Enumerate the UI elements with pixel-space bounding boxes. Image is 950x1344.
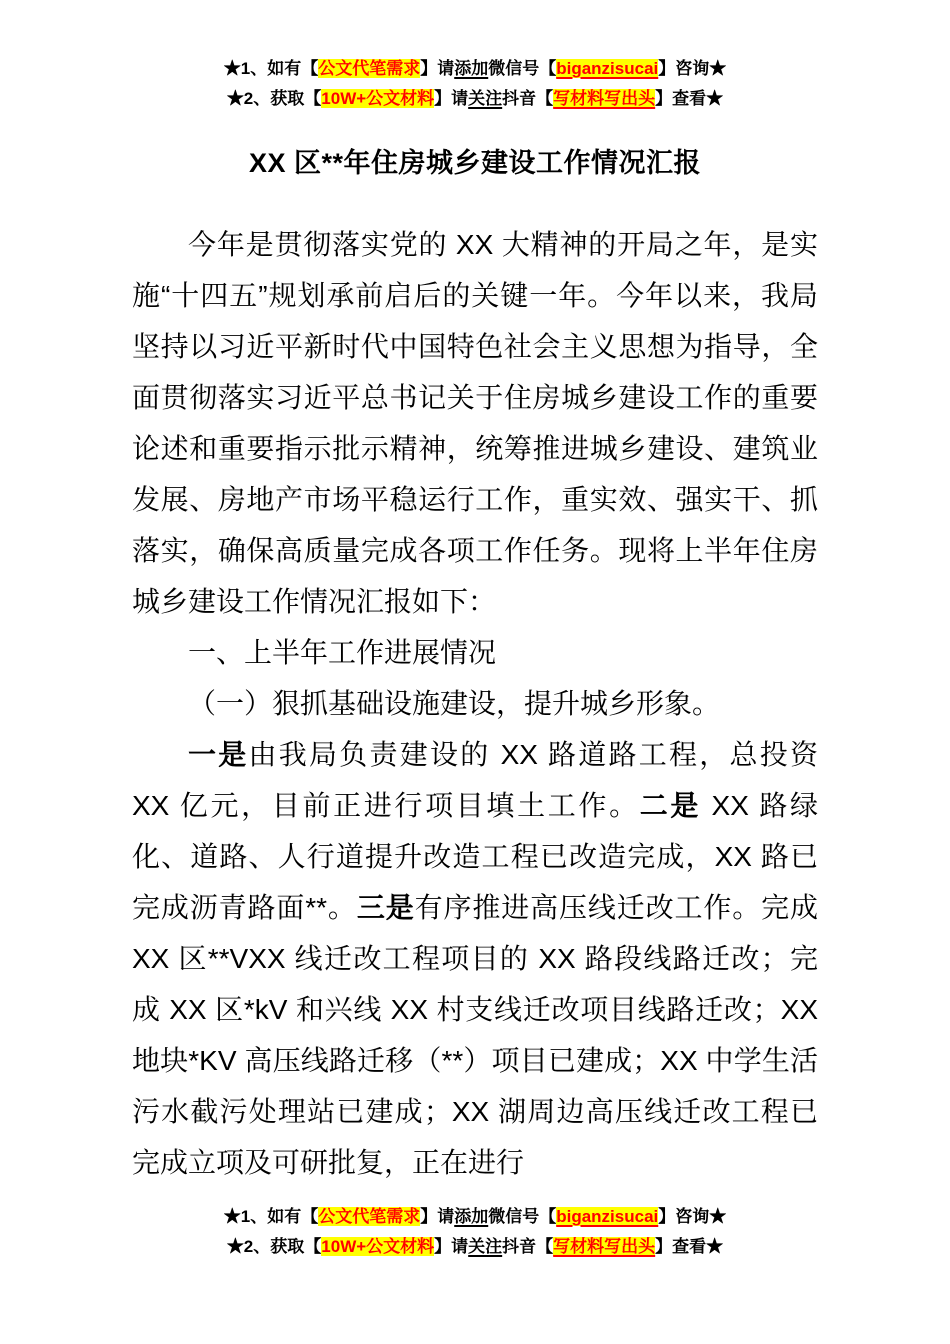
text-segment: 一是 [188,739,249,770]
text-segment: 关注 [468,1237,503,1256]
document-title: XX 区**年住房城乡建设工作情况汇报 [248,148,702,178]
promo-footer-line-1 [0,1202,950,1232]
text-segment: 今年是贯彻落实党的 XX 大精神的开局之年，是实施“十四五”规划承前启后的关键一年。今年以来，我局坚持以习近平新时代中国特色社会主义思想为指导，全面贯彻落实习近平总书记关于住房城乡建设工作的重要论述和重要指示批示精神，统筹推进城乡建设、建筑业发展、房地产市场平稳运行工作，重实效、强实干、抓落实，确保高质量完成各项工作任务。现将上半年住房城乡建设工作情况汇报如下： [132,229,818,617]
text-segment: ★2、获取【 [226,89,322,108]
text-segment: 】请 [420,1207,455,1226]
text-segment: 抖音【 [502,1237,554,1256]
document-body [132,219,818,1188]
text-segment: ★1、如有【 [223,59,319,78]
paragraph-intro [132,219,818,627]
text-segment: 添加 [454,59,489,78]
text-segment: 】咨询★ [658,1207,727,1226]
text-segment: 】咨询★ [658,59,727,78]
paragraph-details [132,729,818,1188]
text-segment: 微信号【 [488,59,557,78]
text-segment: 10W+公文材料 [321,1237,435,1256]
paragraph-subsection-heading [132,678,818,729]
text-segment: 写材料写出头 [553,89,656,108]
text-segment: 】查看★ [655,1237,724,1256]
text-segment: 】请 [434,1237,469,1256]
text-segment: 写材料写出头 [553,1237,656,1256]
text-segment: 抖音【 [502,89,554,108]
text-segment: XX 路绿化、道路、人行道提升改造工程已改造完成，XX 路已完成沥青路面**。 [132,790,818,923]
text-segment: 三是 [356,892,415,923]
text-segment: 公文代笔需求 [318,59,421,78]
text-segment: 】请 [434,89,469,108]
text-segment: （一）狠抓基础设施建设，提升城乡形象。 [188,688,721,719]
text-segment: 二是 [639,790,702,821]
promo-header-line-1 [0,54,950,84]
promo-footer [0,1202,950,1262]
paragraph-section-heading [132,627,818,678]
text-segment: ★1、如有【 [223,1207,319,1226]
text-segment: ★2、获取【 [226,1237,322,1256]
text-segment: 添加 [454,1207,489,1226]
text-segment: 公文代笔需求 [318,1207,421,1226]
text-segment: 】请 [420,59,455,78]
text-segment: 关注 [468,89,503,108]
text-segment: 有序推进高压线迁改工作。完成 XX 区**VXX 线迁改工程项目的 XX 路段线路迁改；完成 XX 区*kV 和兴线 XX 村支线迁改项目线路迁改；XX 地块*KV 高压线路迁移（**）项目已建成；XX 中学生活污水截污处理站已建成；XX 湖周边高压线迁改工程已完成立项及可研批复，正在进行 [132,892,818,1178]
text-segment: biganzisucai [556,59,659,78]
promo-header-line-2 [0,84,950,114]
text-segment: biganzisucai [556,1207,659,1226]
promo-header [0,54,950,114]
promo-footer-line-2 [0,1232,950,1262]
text-segment: 一、上半年工作进展情况 [188,637,497,668]
text-segment: 10W+公文材料 [321,89,435,108]
text-segment: 微信号【 [488,1207,557,1226]
text-segment: 】查看★ [655,89,724,108]
text-segment: 由我局负责建设的 XX 路道路工程，总投资 XX 亿元，目前正进行项目填土工作。 [132,739,818,821]
